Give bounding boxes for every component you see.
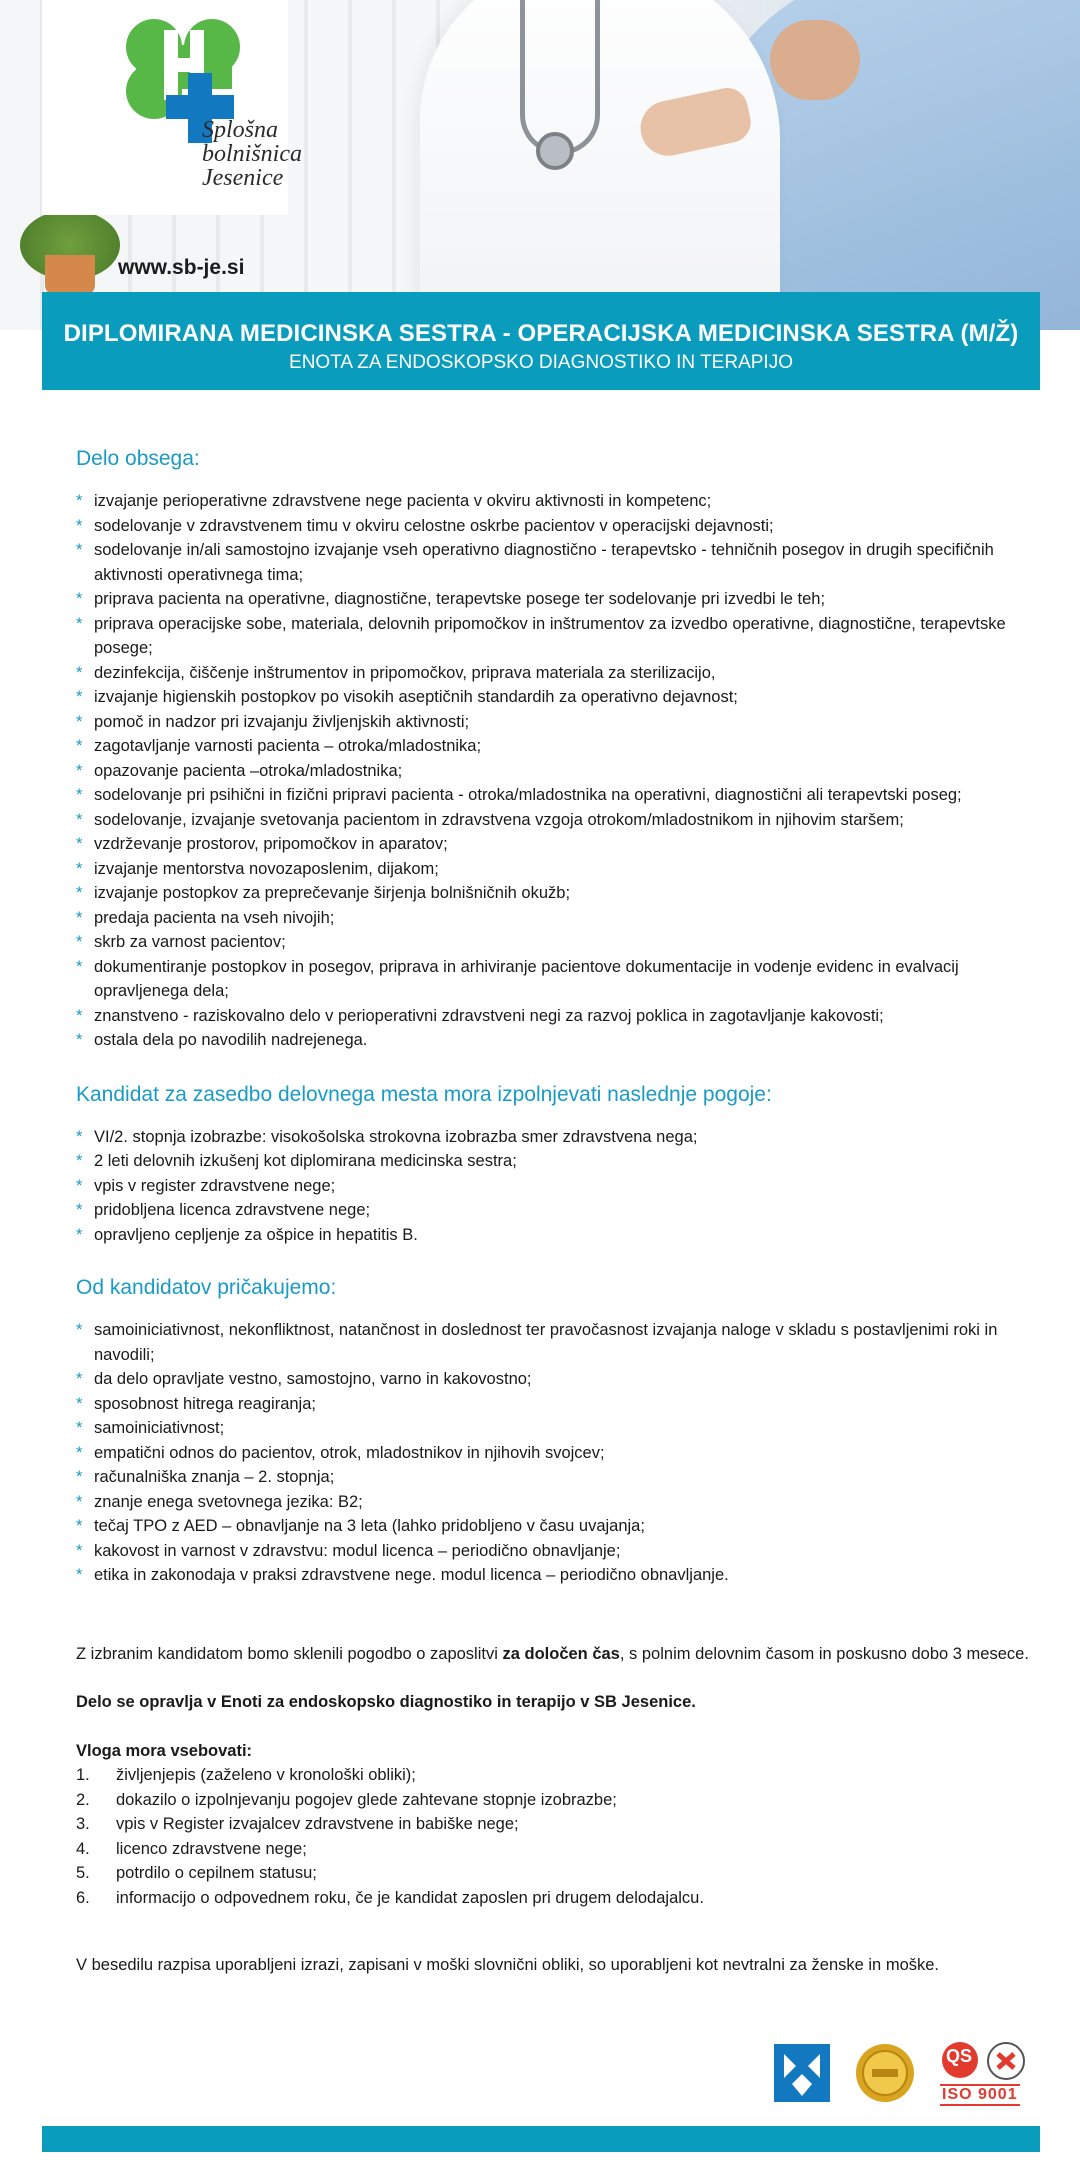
doctor-hand-on-shoulder	[770, 20, 860, 100]
requirements-list	[76, 1125, 1046, 1248]
application-item-number: 5.	[76, 1864, 90, 1882]
website-link[interactable]: www.sb-je.si	[118, 256, 245, 279]
requirements-heading: Kandidat za zasedbo delovnega mesta mora izpolnjevati naslednje pogoje:	[76, 1082, 772, 1106]
bullet-asterisk: *	[76, 614, 83, 633]
duty-item-text: dezinfekcija, čiščenje inštrumentov in pripomočkov, priprava materiala za sterilizacijo,	[94, 663, 716, 682]
expectation-item-text: računalniška znanja – 2. stopnja;	[94, 1468, 335, 1486]
bullet-asterisk: *	[76, 1468, 83, 1486]
expectation-item	[76, 1465, 1046, 1490]
expectations-heading: Od kandidatov pričakujemo:	[76, 1276, 337, 1299]
duty-item-text: sodelovanje in/ali samostojno izvajanje vseh operativno diagnostično - terapevtsko - tehničnih posegov in drugih specifičnih aktivnosti operativnega tima;	[94, 541, 994, 584]
duty-item-text: izvajanje perioperativne zdravstvene nege pacienta v okviru aktivnosti in kompetenc;	[94, 492, 712, 510]
bullet-asterisk: *	[76, 541, 83, 559]
bullet-asterisk: *	[76, 1201, 83, 1219]
duty-item	[76, 1004, 1046, 1029]
application-item	[76, 1861, 1046, 1886]
application-item	[76, 1788, 1046, 1813]
job-title: DIPLOMIRANA MEDICINSKA SESTRA - OPERACIJSKA MEDICINSKA SESTRA (M/Ž)	[63, 320, 1019, 347]
bullet-asterisk: *	[76, 933, 83, 951]
requirement-item-text: pridobljena licenca zdravstvene nege;	[94, 1201, 371, 1219]
bullet-asterisk: *	[76, 712, 83, 731]
bullet-asterisk: *	[76, 688, 83, 706]
bullet-asterisk: *	[76, 761, 83, 780]
bullet-asterisk: *	[76, 908, 83, 927]
duty-item-text: vzdrževanje prostorov, pripomočkov in aparatov;	[94, 835, 448, 853]
location-note: Delo se opravlja v Enoti za endoskopsko diagnostiko in terapijo v SB Jesenice.	[76, 1693, 696, 1711]
expectation-item-text: znanje enega svetovnega jezika: B2;	[94, 1492, 363, 1511]
application-item-number: 1.	[76, 1766, 90, 1784]
expectation-item	[76, 1563, 1046, 1588]
expectation-item-text: samoiniciativnost, nekonfliktnost, natančnost in doslednost ter pravočasnost izvajanja naloge v skladu s postavljenimi roki in navodili;	[94, 1321, 998, 1364]
duty-item	[76, 906, 1046, 931]
quality-certificate-icon	[772, 2040, 832, 2106]
bullet-asterisk: *	[76, 1321, 83, 1339]
duty-item	[76, 759, 1046, 784]
application-item-text: potrdilo o cepilnem statusu;	[116, 1864, 317, 1882]
contract-duration: za določen čas	[502, 1644, 620, 1663]
logo-line-2: bolnišnica	[202, 141, 302, 167]
certification-logos	[772, 2040, 1032, 2106]
duties-list	[76, 489, 1046, 1053]
logo-panel	[42, 0, 302, 215]
duty-item	[76, 514, 1046, 539]
duty-item-text: skrb za varnost pacientov;	[94, 933, 286, 951]
bullet-asterisk: *	[76, 786, 83, 804]
bullet-asterisk: *	[76, 1176, 83, 1195]
duty-item	[76, 685, 1046, 710]
expectation-item	[76, 1490, 1046, 1515]
bullet-asterisk: *	[76, 1225, 83, 1244]
duty-item	[76, 587, 1046, 612]
requirement-item-text: 2 leti delovnih izkušenj kot diplomirana medicinska sestra;	[94, 1152, 517, 1170]
duty-item-text: sodelovanje v zdravstvenem timu v okviru celostne oskrbe pacientov v operacijski dejavnosti;	[94, 516, 774, 535]
application-item-text: informacijo o odpovednem roku, če je kandidat zaposlen pri drugem delodajalcu.	[116, 1888, 704, 1907]
duty-item-text: predaja pacienta na vseh nivojih;	[94, 908, 335, 927]
logo-line-3: Jesenice	[202, 165, 284, 191]
application-heading: Vloga mora vsebovati:	[76, 1741, 253, 1760]
iso-certificate	[938, 2040, 1032, 2106]
requirement-item	[76, 1174, 1046, 1199]
iso-label: ISO 9001	[940, 2084, 1020, 2106]
duty-item	[76, 783, 1046, 808]
contract-text-end: , s polnim delovnim časom in poskusno dobo 3 mesece.	[619, 1644, 1029, 1663]
duty-item-text: sodelovanje, izvajanje svetovanja pacientom in zdravstvena vzgoja otrokom/mladostnikom in njihovim staršem;	[94, 810, 904, 829]
duty-item-text: zagotavljanje varnosti pacienta – otroka/mladostnika;	[94, 737, 482, 755]
bullet-asterisk: *	[76, 1419, 83, 1437]
duty-item-text: priprava pacienta na operativne, diagnostične, terapevtske posege ter sodelovanje pri izvedbi le teh;	[94, 590, 826, 608]
doctor-figure	[420, 0, 780, 330]
requirement-item-text: vpis v register zdravstvene nege;	[94, 1176, 336, 1195]
bullet-asterisk: *	[76, 884, 83, 902]
requirement-item	[76, 1125, 1046, 1150]
application-item	[76, 1886, 1046, 1911]
bullet-asterisk: *	[76, 810, 83, 829]
plant-pot	[45, 255, 95, 295]
bullet-asterisk: *	[76, 737, 83, 755]
bullet-asterisk: *	[76, 1370, 83, 1388]
bullet-asterisk: *	[76, 1031, 83, 1049]
expectation-item	[76, 1392, 1046, 1417]
application-item-text: dokazilo o izpolnjevanju pogojev glede zahtevane stopnje izobrazbe;	[116, 1790, 617, 1809]
duty-item-text: opazovanje pacienta –otroka/mladostnika;	[94, 761, 403, 780]
bullet-asterisk: *	[76, 1566, 83, 1584]
duty-item-text: pomoč in nadzor pri izvajanju življenjskih aktivnosti;	[94, 712, 470, 731]
stethoscope-head	[536, 132, 574, 170]
expectation-item	[76, 1367, 1046, 1392]
expectations-list	[76, 1318, 1046, 1588]
requirement-item-text: opravljeno cepljenje za ošpice in hepatitis B.	[94, 1225, 418, 1244]
duty-item-text: sodelovanje pri psihični in fizični pripravi pacienta - otroka/mladostnika na operativni, diagnostični ali terapevtski poseg;	[94, 786, 962, 804]
footer-bar	[42, 2126, 1040, 2152]
expectation-item-text: samoiniciativnost;	[94, 1419, 225, 1437]
logo-line-1: Splošna	[202, 117, 279, 143]
duty-item-text: ostala dela po navodilih nadrejenega.	[94, 1031, 368, 1049]
expectation-item	[76, 1318, 1046, 1367]
expectation-item-text: kakovost in varnost v zdravstvu: modul licenca – periodično obnavljanje;	[94, 1541, 621, 1560]
requirement-item	[76, 1149, 1046, 1174]
expectation-item-text: tečaj TPO z AED – obnavljanje na 3 leta (lahko pridobljeno v času uvajanja;	[94, 1517, 645, 1535]
duty-item-text: znanstveno - raziskovalno delo v perioperativni zdravstveni negi za razvoj poklica in zagotavljanje kakovosti;	[94, 1006, 884, 1025]
bullet-asterisk: *	[76, 1492, 83, 1511]
duties-heading: Delo obsega:	[76, 447, 200, 470]
requirement-item	[76, 1198, 1046, 1223]
duty-item	[76, 489, 1046, 514]
application-item-text: življenjepis (zaželeno v kronološki obliki);	[116, 1766, 416, 1784]
disclaimer: V besedilu razpisa uporabljeni izrazi, zapisani v moški slovnični obliki, so uporabljeni kot nevtralni za ženske in moške.	[76, 1956, 940, 1974]
duty-item-text: priprava operacijske sobe, materiala, delovnih pripomočkov in inštrumentov za izvedbo operativne, diagnostične, terapevtske posege;	[94, 614, 1006, 657]
bullet-asterisk: *	[76, 1541, 83, 1560]
logo-wordmark	[202, 118, 302, 190]
application-list	[76, 1763, 1046, 1910]
duty-item	[76, 881, 1046, 906]
application-item	[76, 1763, 1046, 1788]
duty-item	[76, 710, 1046, 735]
expectation-item	[76, 1539, 1046, 1564]
bullet-asterisk: *	[76, 663, 83, 682]
contract-terms	[76, 1642, 1046, 1667]
bullet-asterisk: *	[76, 492, 83, 510]
duty-item-text: izvajanje mentorstva novozaposlenim, dijakom;	[94, 859, 439, 878]
duty-item	[76, 734, 1046, 759]
bullet-asterisk: *	[76, 957, 83, 976]
qs-label: QS	[946, 2046, 973, 2066]
expectation-item	[76, 1514, 1046, 1539]
duty-item	[76, 930, 1046, 955]
bullet-asterisk: *	[76, 1152, 83, 1170]
expectation-item-text: empatični odnos do pacientov, otrok, mladostnikov in njihovih svojcev;	[94, 1443, 605, 1462]
duty-item	[76, 1028, 1046, 1053]
duty-item	[76, 857, 1046, 882]
application-item-text: vpis v Register izvajalcev zdravstvene in babiške nege;	[116, 1815, 519, 1833]
duty-item-text: dokumentiranje postopkov in posegov, priprava in arhiviranje pacientove dokumentacije in vodenje evidenc in evalvacij opravljenega dela;	[94, 957, 959, 1000]
duty-item	[76, 955, 1046, 1004]
contract-text-start: Z izbranim kandidatom bomo sklenili pogodbo o zaposlitvi	[76, 1644, 503, 1663]
bullet-asterisk: *	[76, 516, 83, 535]
bullet-asterisk: *	[76, 835, 83, 853]
bullet-asterisk: *	[76, 1443, 83, 1462]
expectation-item	[76, 1441, 1046, 1466]
bullet-asterisk: *	[76, 1006, 83, 1025]
application-item-number: 3.	[76, 1815, 90, 1833]
expectation-item-text: da delo opravljate vestno, samostojno, varno in kakovostno;	[94, 1370, 532, 1388]
requirement-item	[76, 1223, 1046, 1248]
expectation-item-text: sposobnost hitrega reagiranja;	[94, 1394, 316, 1413]
duty-item	[76, 832, 1046, 857]
title-banner	[42, 292, 1040, 390]
duty-item	[76, 538, 1046, 587]
unit-subtitle: ENOTA ZA ENDOSKOPSKO DIAGNOSTIKO IN TERAPIJO	[289, 352, 793, 373]
application-item-text: licenco zdravstvene nege;	[116, 1839, 307, 1858]
bullet-asterisk: *	[76, 859, 83, 878]
application-item-number: 6.	[76, 1888, 90, 1907]
application-item	[76, 1837, 1046, 1862]
application-item-number: 4.	[76, 1839, 90, 1858]
duty-item-text: izvajanje postopkov za preprečevanje širjenja bolnišničnih okužb;	[94, 884, 571, 902]
job-posting-body	[76, 446, 1046, 1978]
duty-item	[76, 808, 1046, 833]
requirement-item-text: VI/2. stopnja izobrazbe: visokošolska strokovna izobrazba smer zdravstvena nega;	[94, 1127, 698, 1146]
bullet-asterisk: *	[76, 1127, 83, 1146]
bullet-asterisk: *	[76, 590, 83, 608]
application-item	[76, 1812, 1046, 1837]
bullet-asterisk: *	[76, 1394, 83, 1413]
duty-item	[76, 612, 1046, 661]
application-item-number: 2.	[76, 1790, 90, 1809]
duty-item-text: izvajanje higienskih postopkov po visokih aseptičnih standardih za operativno dejavnost;	[94, 688, 738, 706]
bullet-asterisk: *	[76, 1517, 83, 1535]
gold-seal-icon	[854, 2042, 916, 2104]
expectation-item	[76, 1416, 1046, 1441]
expectation-item-text: etika in zakonodaja v praksi zdravstvene nege. modul licenca – periodično obnavljanje.	[94, 1566, 729, 1584]
duty-item	[76, 661, 1046, 686]
